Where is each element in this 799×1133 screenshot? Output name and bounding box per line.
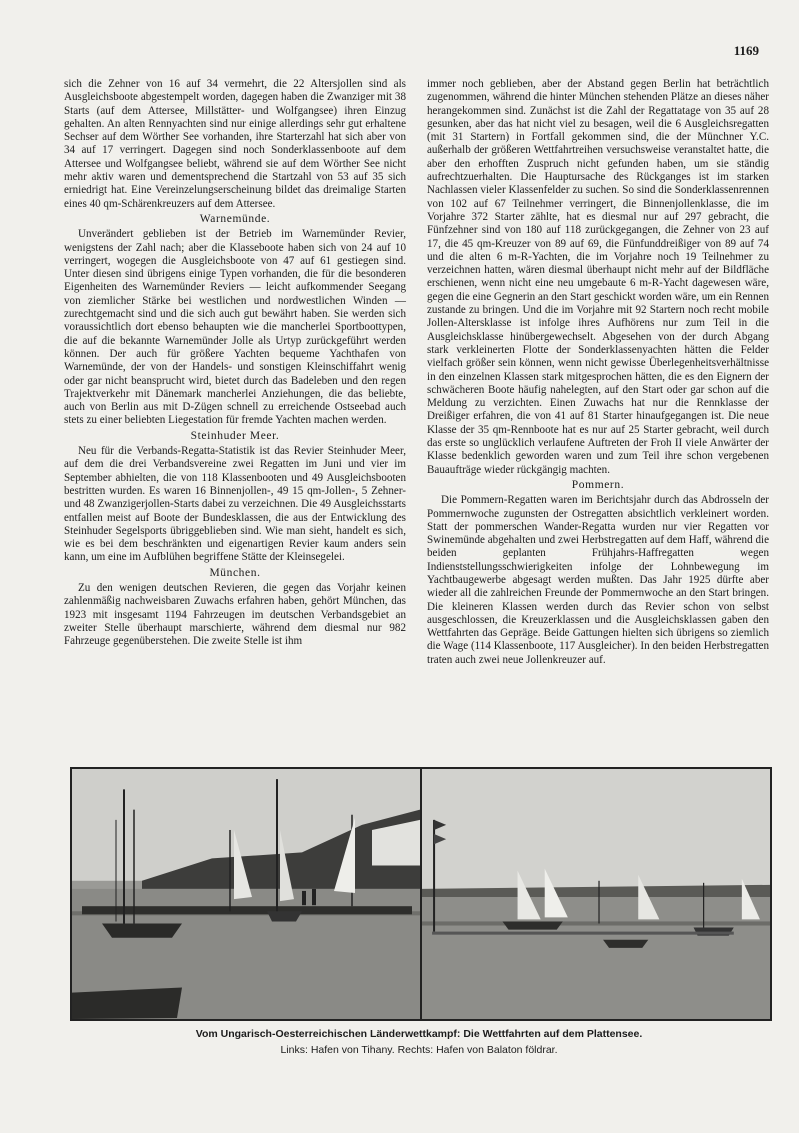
photo-panel xyxy=(70,767,772,1021)
section-heading-pommern: Pommern. xyxy=(571,478,625,491)
figure-caption: Vom Ungarisch-Oesterreichischen Länderwettkampf: Die Wettfahrten auf dem Plattensee. xyxy=(195,1028,643,1040)
figure-subcaption: Links: Hafen von Tihany. Rechts: Hafen von Balaton földrar. xyxy=(280,1044,558,1056)
section-heading-warnemuende: Warnemünde. xyxy=(199,212,271,225)
paragraph: Zu den wenigen deutschen Revieren, die gegen das Vorjahr keinen zahlenmäßig nachweisbaren Zuwachs erfahren haben, gehört München, das 1923 mit insgesamt 1194 Fahrzeugen im deutschen Verbandsgebiet an zweiter Stelle überhaupt marschierte, während dem diesmal nur 982 Fahrzeuge gegenüberstehen. Die zweite Stelle ist ihm xyxy=(64,581,406,648)
paragraph: Neu für die Verbands-Regatta-Statistik ist das Revier Steinhuder Meer, auf dem die drei Verbandsvereine zwei Regatten im Juni und vier im September abhielten, die von 118 Klassenbooten und 49 Ausgleichsbooten bestritten wurden. Es waren 16 Binnenjollen-, 49 15 qm-Jollen-, 5 Zehner- und 48 Zwanzigerjollen-Starts dabei zu verzeichnen. Die 49 Ausgleichsstarts entfallen meist auf Boote der Bundesklassen, die aus der Entwicklung des Steinhuder Segelsports übriggeblieben sind. Wie man sieht, handelt es sich, wie es bei dem beschränkten und eigenartigen Revier kaum anders sein kann, um eine im Aufblühen begriffene Stätte der Kleinsegelei. xyxy=(64,445,406,564)
page-number: 1169 xyxy=(733,43,759,58)
section-heading-muenchen: München. xyxy=(209,566,261,579)
photo-harbor-balaton xyxy=(420,769,770,1019)
left-column xyxy=(64,78,406,648)
paragraph: immer noch geblieben, aber der Abstand gegen Berlin hat beträchtlich zugenommen, während die hinter München stehenden Plätze an dieses näher herangekommen sind. Zunächst ist die Zahl der Regattatage von 35 auf 28 gesunken, aber das hat nicht viel zu besagen, weil die 6 Ausgleichsregatten (mit 31 Startern) in Fortfall gekommen sind, die der Münchner Y.C. außerhalb der größeren Wettfahrtreihen versuchsweise veranstaltet hatte, die aber den erhofften Zuspruch nicht gefunden haben, um sie ständig aufrechtzuerhalten. Die Hauptursache des Rückganges ist im starken Nachlassen vieler Klassenfelder zu suchen. So sind die Sonderklassenrennen von 102 auf 67 Teilnehmer verringert, die Binnenjollenklasse, die im Vorjahre 372 Starter zählte, hat es diesmal nur auf 297 gebracht, die Fünfzehner sind von 180 auf 118 zurückgegangen, die Zehner von 23 auf 17, die 45 qm-Kreuzer von 89 auf 69, die Fünfunddreißiger von 89 auf 74 und die alten 6 m-R-Yachten, die im Vorjahre noch 19 Teilnehmer zu verzeichnen hatten, wären diesmal überhaupt nicht mehr auf der Bildfläche erschienen, wenn nicht eine neu umgebaute 6 m-R-Yacht dagewesen wäre, gegen die eine Gegnerin an den Start geschickt worden wäre, um ein Rennen zustande zu bringen. Und die im Vorjahre mit 92 Startern noch recht mobile Jollen-Altersklasse ist infolge ihres Aufhörens nur zum Teil in die Ausgleichsklasse hinübergewechselt. Abgesehen von der durch Abgang stark verkleinerten Flotte der Sonderklassenyachten hätten die Felder vielfach größer sein können, wenn nicht gewisse Überlegenheitsverhältnisse in den einzelnen Klassen stark mitgesprochen hätten, die es den Eignern der schwächeren Boote häufig nahelegten, auf den Start oder gar schon auf die Meldung zu verzichten. Einen Zuwachs hat nur die Rennklasse der Dreißiger erfahren, die von 41 auf 81 Starter hinaufgegangen ist. Die neue Klasse der 35 qm-Rennboote hat es nur auf 25 Starter gebracht, weil durch das erste so unglücklich verlaufene Auftreten der Froh II viele Anwärter der Klasse bedenklich geworden waren und zum Teil ihre schon vergebenen Bauaufträge wieder rückgängig machten. xyxy=(427,78,769,476)
paragraph: sich die Zehner von 16 auf 34 vermehrt, die 22 Altersjollen sind als Ausgleichsboote abgestempelt worden, dagegen haben die Zwanziger mit 38 Starts (auf dem Attersee, Millstätter- und Wolfgangsee) ihren Einzug gehalten. An alten Rennyachten sind nur einige allerdings sehr gut erhaltene Sechser auf dem Wörther See vorhanden, ihre Starterzahl hat sich aber von 34 auf 17 verringert. Dagegen sind noch Sonderklassenboote auf dem Attersee und Wolfgangsee beliebt, während sie auf dem Wörther See nicht mehr aktiv waren und dementsprechend die Startzahl von 53 auf 35 sich erniedrigt hat. Eine Vereinzelungserscheinung bildet das dreimalige Starten eines 40 qm-Schärenkreuzers auf dem Attersee. xyxy=(64,78,406,210)
photo-harbor-tihany xyxy=(72,769,420,1019)
section-heading-steinhude: Steinhuder Meer. xyxy=(190,429,280,442)
paragraph: Die Pommern-Regatten waren im Berichtsjahr durch das Abdrosseln der Pommernwoche zugunsten der Ostregatten absichtlich verkleinert worden. Statt der pommerschen Wander-Regatta wurden nur vier Regatten vor Swinemünde abgehalten und zwei Herbstregatten auf dem Haff, während die beiden geplanten Frühjahrs-Haffregatten wegen Indienststellungsschwierigkeiten infolge der Lohnbewegung im Yachtbaugewerbe abgesagt werden mußten. Das Jahr 1925 dürfte aber wieder all die zahlreichen Freunde der Pommernwoche an den Start bringen. Die kleineren Klassen werden durch das Revier schon von selbst ausgeschlossen, die Kreuzerklassen und die Ausgleichsklassen gaben den Wettfahrten das Gepräge. Beide Gattungen hielten sich übrigens so ziemlich die Wage (114 Klassenboote, 117 Ausgleicher). In den beiden Herbstregatten traten auch zwei neue Jollenkreuzer auf. xyxy=(427,494,769,666)
right-column xyxy=(427,78,769,667)
paragraph: Unverändert geblieben ist der Betrieb im Warnemünder Revier, wenigstens der Zahl nach; aber die Klasseboote haben sich von 24 auf 10 verringert, wogegen die Ausgleichsboote von 47 auf 61 gestiegen sind. Unter diesen sind übrigens einige Typen vorhanden, die für die besonderen Eigenheiten des Warnemünder Reviers — leicht aufkommender Seegang von ziemlicher Stärke bei westlichen und nordwestlichen Winden — zurechtgemacht sind und die sich auch gut bewährt haben. Sie werden sich voraussichtlich dort ebenso behaupten wie die mancherlei Sportboottypen, die auf die bekannte Warnemünder Jolle als Urtyp zurückgeführt werden können. Der auch für größere Yachten bequeme Yachthafen von Warnemünde, der von der Handels- und sonstigen Kleinschiffahrt wenig oder gar nicht beansprucht wird, bietet durch das Badeleben und den regen Trajektverkehr mit Dänemark mancherlei Anziehungen, die das beliebte, auch von Berlin aus mit D-Zügen schnell zu erreichende Ostseebad auch stets zu einer beliebten Liegestation für fremde Yachten machen werden. xyxy=(64,228,406,427)
